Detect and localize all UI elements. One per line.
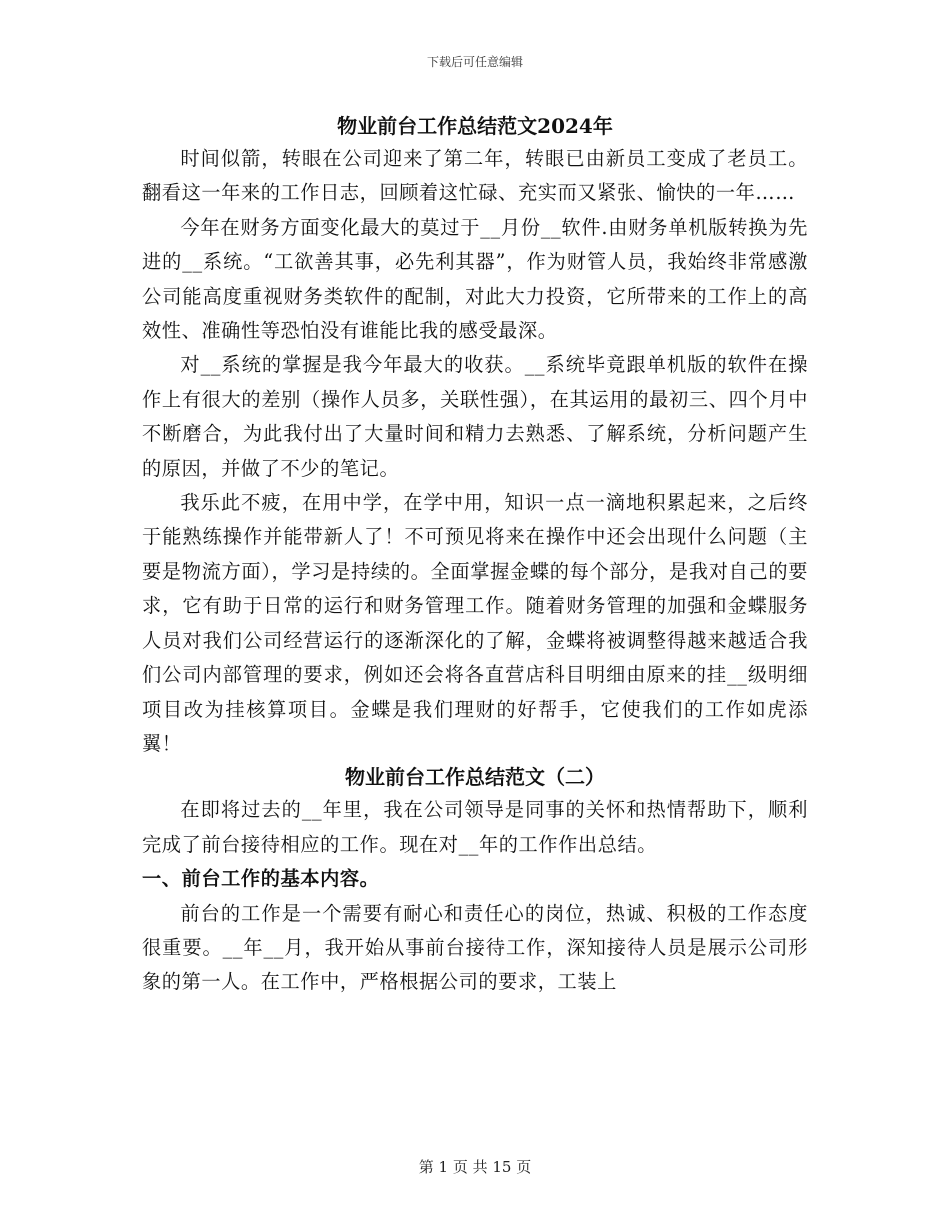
paragraph-3: 对__系统的掌握是我今年最大的收获。__系统毕竟跟单机版的软件在操作上有很大的差别（操作人员多，关联性强），在其运用的最初三、四个月中不断磨合，为此我付出了大量时间和精力去熟悉、了解系统，分析问题产生的原因，并做了不少的笔记。 [142, 353, 808, 480]
paragraph-1: 时间似箭，转眼在公司迎来了第二年，转眼已由新员工变成了老员工。翻看这一年来的工作日志，回顾着这忙碌、充实而又紧张、愉快的一年…… [142, 147, 808, 205]
document-body [142, 110, 808, 1000]
paragraph-6: 前台的工作是一个需要有耐心和责任心的岗位，热诚、积极的工作态度很重要。__年__月，我开始从事前台接待工作，深知接待人员是展示公司形象的第一人。在工作中，严格根据公司的要求，工装上 [142, 901, 808, 994]
document-title: 物业前台工作总结范文2024年 [337, 114, 613, 138]
page-number: 第 1 页 共 15 页 [418, 1158, 532, 1176]
paragraph-2: 今年在财务方面变化最大的莫过于__月份__软件.由财务单机版转换为先进的__系统。“工欲善其事，必先利其器”，作为财管人员，我始终非常感激公司能高度重视财务类软件的配制，对此大力投资，它所带来的工作上的高效性、准确性等恐怕没有谁能比我的感受最深。 [142, 215, 808, 343]
section-heading-1: 一、前台工作的基本内容。 [142, 867, 380, 891]
paragraph-5: 在即将过去的__年里，我在公司领导是同事的关怀和热情帮助下，顺利完成了前台接待相应的工作。现在对__年的工作作出总结。 [142, 798, 808, 856]
header-note: 下载后可任意编辑 [426, 55, 523, 69]
paragraph-4: 我乐此不疲，在用中学，在学中用，知识一点一滴地积累起来，之后终于能熟练操作并能带新人了！不可预见将来在操作中还会出现什么问题（主要是物流方面），学习是持续的。全面掌握金蝶的每个部分，是我对自己的要求，它有助于日常的运行和财务管理工作。随着财务管理的加强和金蝶服务人员对我们公司经营运行的逐渐深化的了解，金蝶将被调整得越来越适合我们公司内部管理的要求，例如还会将各直营店科目明细由原来的挂__级明细项目改为挂核算项目。金蝶是我们理财的好帮手，它使我们的工作如虎添翼！ [142, 491, 808, 755]
section-title-2: 物业前台工作总结范文（二） [345, 765, 605, 790]
